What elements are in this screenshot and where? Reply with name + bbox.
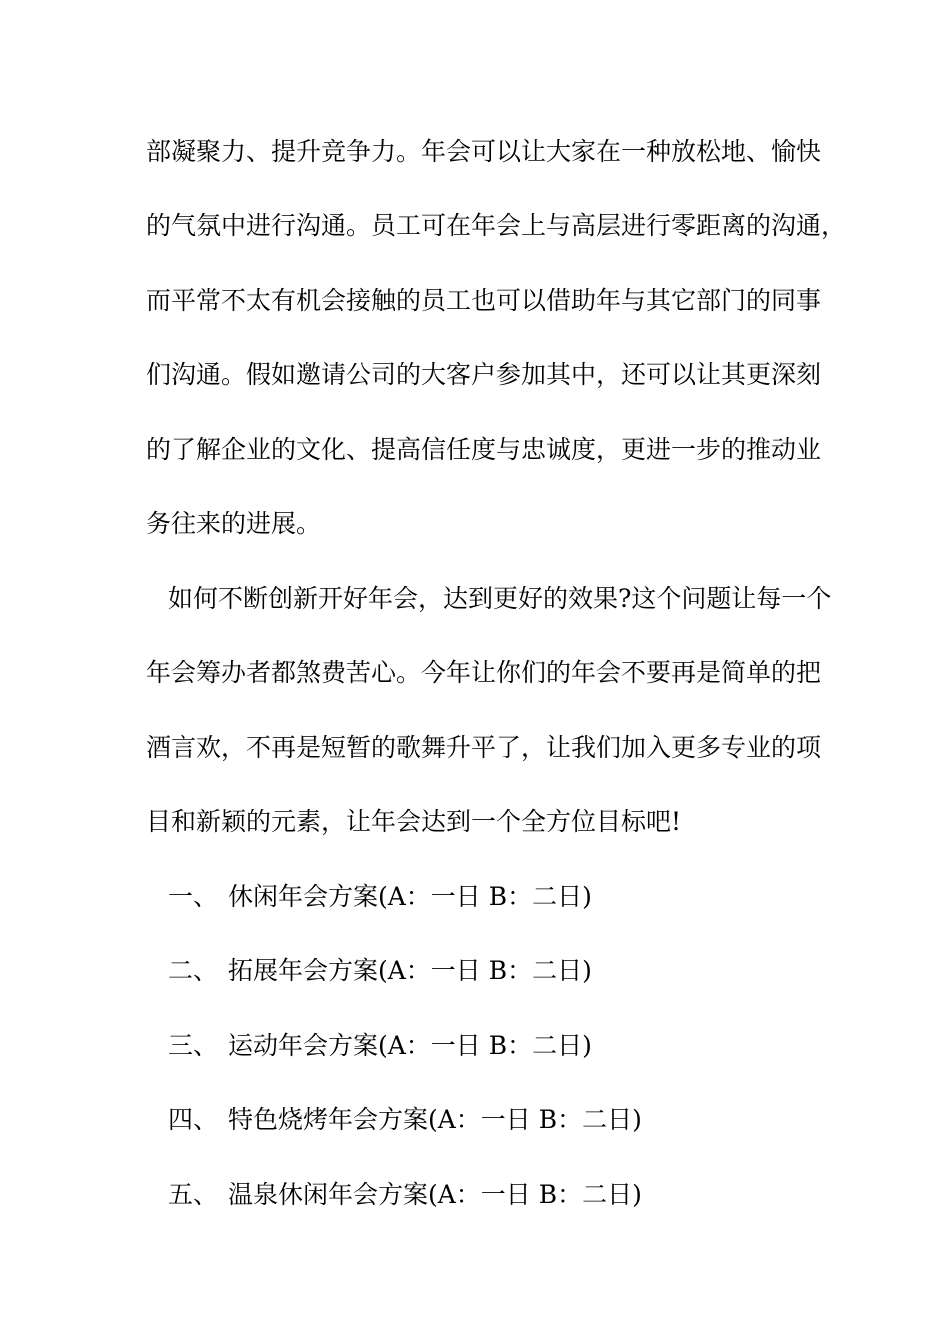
plan-title: 运动年会方案(A：一日 B：二日) (228, 1031, 592, 1060)
plan-number: 三、 (168, 1031, 219, 1060)
plan-item (168, 1105, 642, 1135)
plan-title: 休闲年会方案(A：一日 B：二日) (228, 882, 592, 911)
paragraph2-line-4: 目和新颖的元素，让年会达到一个全方位目标吧! (146, 807, 682, 836)
plan-item (168, 956, 592, 986)
paragraph1-line-4: 们沟通。假如邀请公司的大客户参加其中，还可以让其更深刻 (146, 360, 822, 389)
paragraph2-line-2: 年会筹办者都煞费苦心。今年让你们的年会不要再是简单的把 (146, 658, 822, 687)
paragraph1-line-5: 的了解企业的文化、提高信任度与忠诚度，更进一步的推动业 (146, 435, 822, 464)
plan-number: 五、 (168, 1180, 219, 1209)
paragraph1-line-1: 部凝聚力、提升竞争力。年会可以让大家在一种放松地、愉快 (146, 137, 822, 166)
plan-number: 二、 (168, 956, 219, 985)
paragraph1-line-3: 而平常不太有机会接触的员工也可以借助年与其它部门的同事 (146, 286, 822, 315)
paragraph2-line-3: 酒言欢，不再是短暂的歌舞升平了，让我们加入更多专业的项 (146, 733, 822, 762)
paragraph1-line-2: 的气氛中进行沟通。员工可在年会上与高层进行零距离的沟通， (146, 211, 847, 240)
plan-number: 一、 (168, 882, 219, 911)
plan-title: 温泉休闲年会方案(A：一日 B：二日) (228, 1180, 642, 1209)
plan-title: 特色烧烤年会方案(A：一日 B：二日) (228, 1105, 642, 1134)
plan-item (168, 882, 592, 912)
plan-item (168, 1180, 642, 1210)
plan-title: 拓展年会方案(A：一日 B：二日) (228, 956, 592, 985)
plan-number: 四、 (168, 1105, 219, 1134)
paragraph1-line-6: 务往来的进展。 (146, 509, 322, 538)
paragraph2-line-1: 如何不断创新开好年会，达到更好的效果?这个问题让每一个 (168, 584, 832, 613)
plan-item (168, 1031, 592, 1061)
